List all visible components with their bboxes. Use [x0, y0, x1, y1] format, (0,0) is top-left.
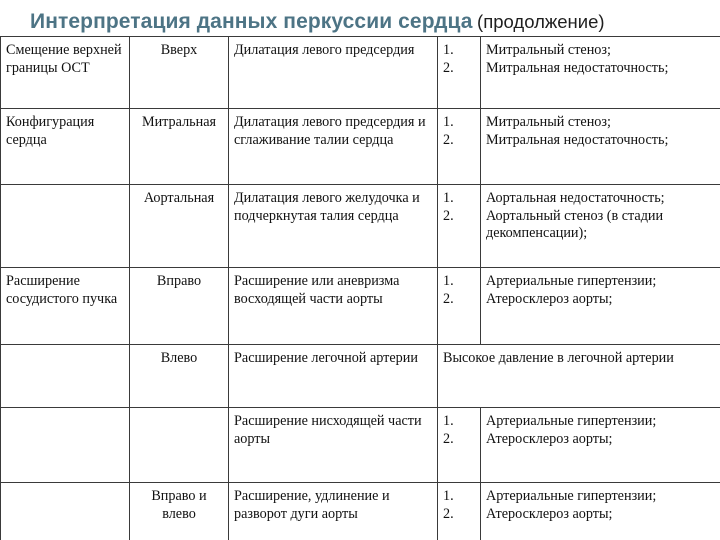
list-number: 1. — [443, 413, 454, 429]
direction-cell: Вверх — [130, 37, 229, 109]
finding-cell: Расширение нисходящей части аорты — [229, 408, 438, 483]
diagnosis-cell — [481, 483, 720, 540]
title-main: Интерпретация данных перкуссии сердца — [30, 10, 473, 33]
direction-cell: Митральная — [130, 109, 229, 185]
diagnosis-cell — [481, 268, 720, 345]
diagnosis-cell — [481, 408, 720, 483]
diagnosis-item: Митральный стеноз; — [486, 114, 611, 130]
number-cell — [438, 37, 481, 109]
finding-cell: Дилатация левого предсердия — [229, 37, 438, 109]
finding-cell: Расширение легочной артерии — [229, 345, 438, 408]
direction-cell: Аортальная — [130, 185, 229, 268]
list-number: 2. — [443, 59, 454, 76]
table-row — [1, 483, 720, 540]
table-row — [1, 109, 720, 185]
diagnosis-item: Атеросклероз аорты; — [486, 505, 613, 522]
diagnosis-cell — [481, 37, 720, 109]
list-number: 1. — [443, 273, 454, 289]
category-cell-empty — [1, 483, 130, 540]
finding-cell: Дилатация левого предсердия и сглаживание талии сердца — [229, 109, 438, 185]
table-row — [1, 408, 720, 483]
finding-cell: Дилатация левого желудочка и подчеркнутая талия сердца — [229, 185, 438, 268]
category-cell: Конфигурация сердца — [1, 109, 130, 185]
table-row — [1, 345, 720, 408]
diagnosis-cell — [481, 109, 720, 185]
number-cell — [438, 483, 481, 540]
diagnosis-item: Митральная недостаточность; — [486, 131, 669, 148]
direction-cell: Вправо — [130, 268, 229, 345]
table-row — [1, 37, 720, 109]
list-number: 2. — [443, 290, 454, 307]
note-cell: Высокое давление в легочной артерии — [438, 345, 720, 408]
finding-cell: Расширение, удлинение и разворот дуги аорты — [229, 483, 438, 540]
table-row — [1, 268, 720, 345]
title-subtitle: (продолжение) — [477, 11, 605, 32]
table-row — [1, 185, 720, 268]
number-cell — [438, 268, 481, 345]
list-number: 2. — [443, 505, 454, 522]
list-number: 1. — [443, 190, 454, 206]
diagnosis-item: Артериальные гипертензии; — [486, 488, 657, 504]
category-cell-empty — [1, 185, 130, 268]
diagnosis-item: Митральный стеноз; — [486, 42, 611, 58]
number-cell — [438, 185, 481, 268]
diagnosis-item: Артериальные гипертензии; — [486, 273, 657, 289]
direction-cell-empty — [130, 408, 229, 483]
diagnosis-item: Аортальный стеноз (в стадии декомпенсации); — [486, 207, 664, 241]
direction-cell: Влево — [130, 345, 229, 408]
list-number: 2. — [443, 430, 454, 447]
diagnosis-item: Атеросклероз аорты; — [486, 290, 613, 307]
list-number: 1. — [443, 42, 454, 58]
slide-title — [30, 11, 605, 32]
diagnosis-item: Атеросклероз аорты; — [486, 430, 613, 447]
category-cell-empty — [1, 408, 130, 483]
list-number: 1. — [443, 114, 454, 130]
percussion-interpretation-table — [0, 36, 720, 540]
category-cell: Расширение сосудистого пучка — [1, 268, 130, 345]
diagnosis-item: Артериальные гипертензии; — [486, 413, 657, 429]
direction-cell: Вправо и влево — [130, 483, 229, 540]
diagnosis-cell — [481, 185, 720, 268]
diagnosis-item: Аортальная недостаточность; — [486, 190, 665, 206]
diagnosis-item: Митральная недостаточность; — [486, 59, 669, 76]
finding-cell: Расширение или аневризма восходящей части аорты — [229, 268, 438, 345]
category-cell-empty — [1, 345, 130, 408]
number-cell — [438, 109, 481, 185]
category-cell: Смещение верхней границы ОСТ — [1, 37, 130, 109]
list-number: 1. — [443, 488, 454, 504]
number-cell — [438, 408, 481, 483]
list-number: 2. — [443, 131, 454, 148]
list-number: 2. — [443, 207, 454, 224]
